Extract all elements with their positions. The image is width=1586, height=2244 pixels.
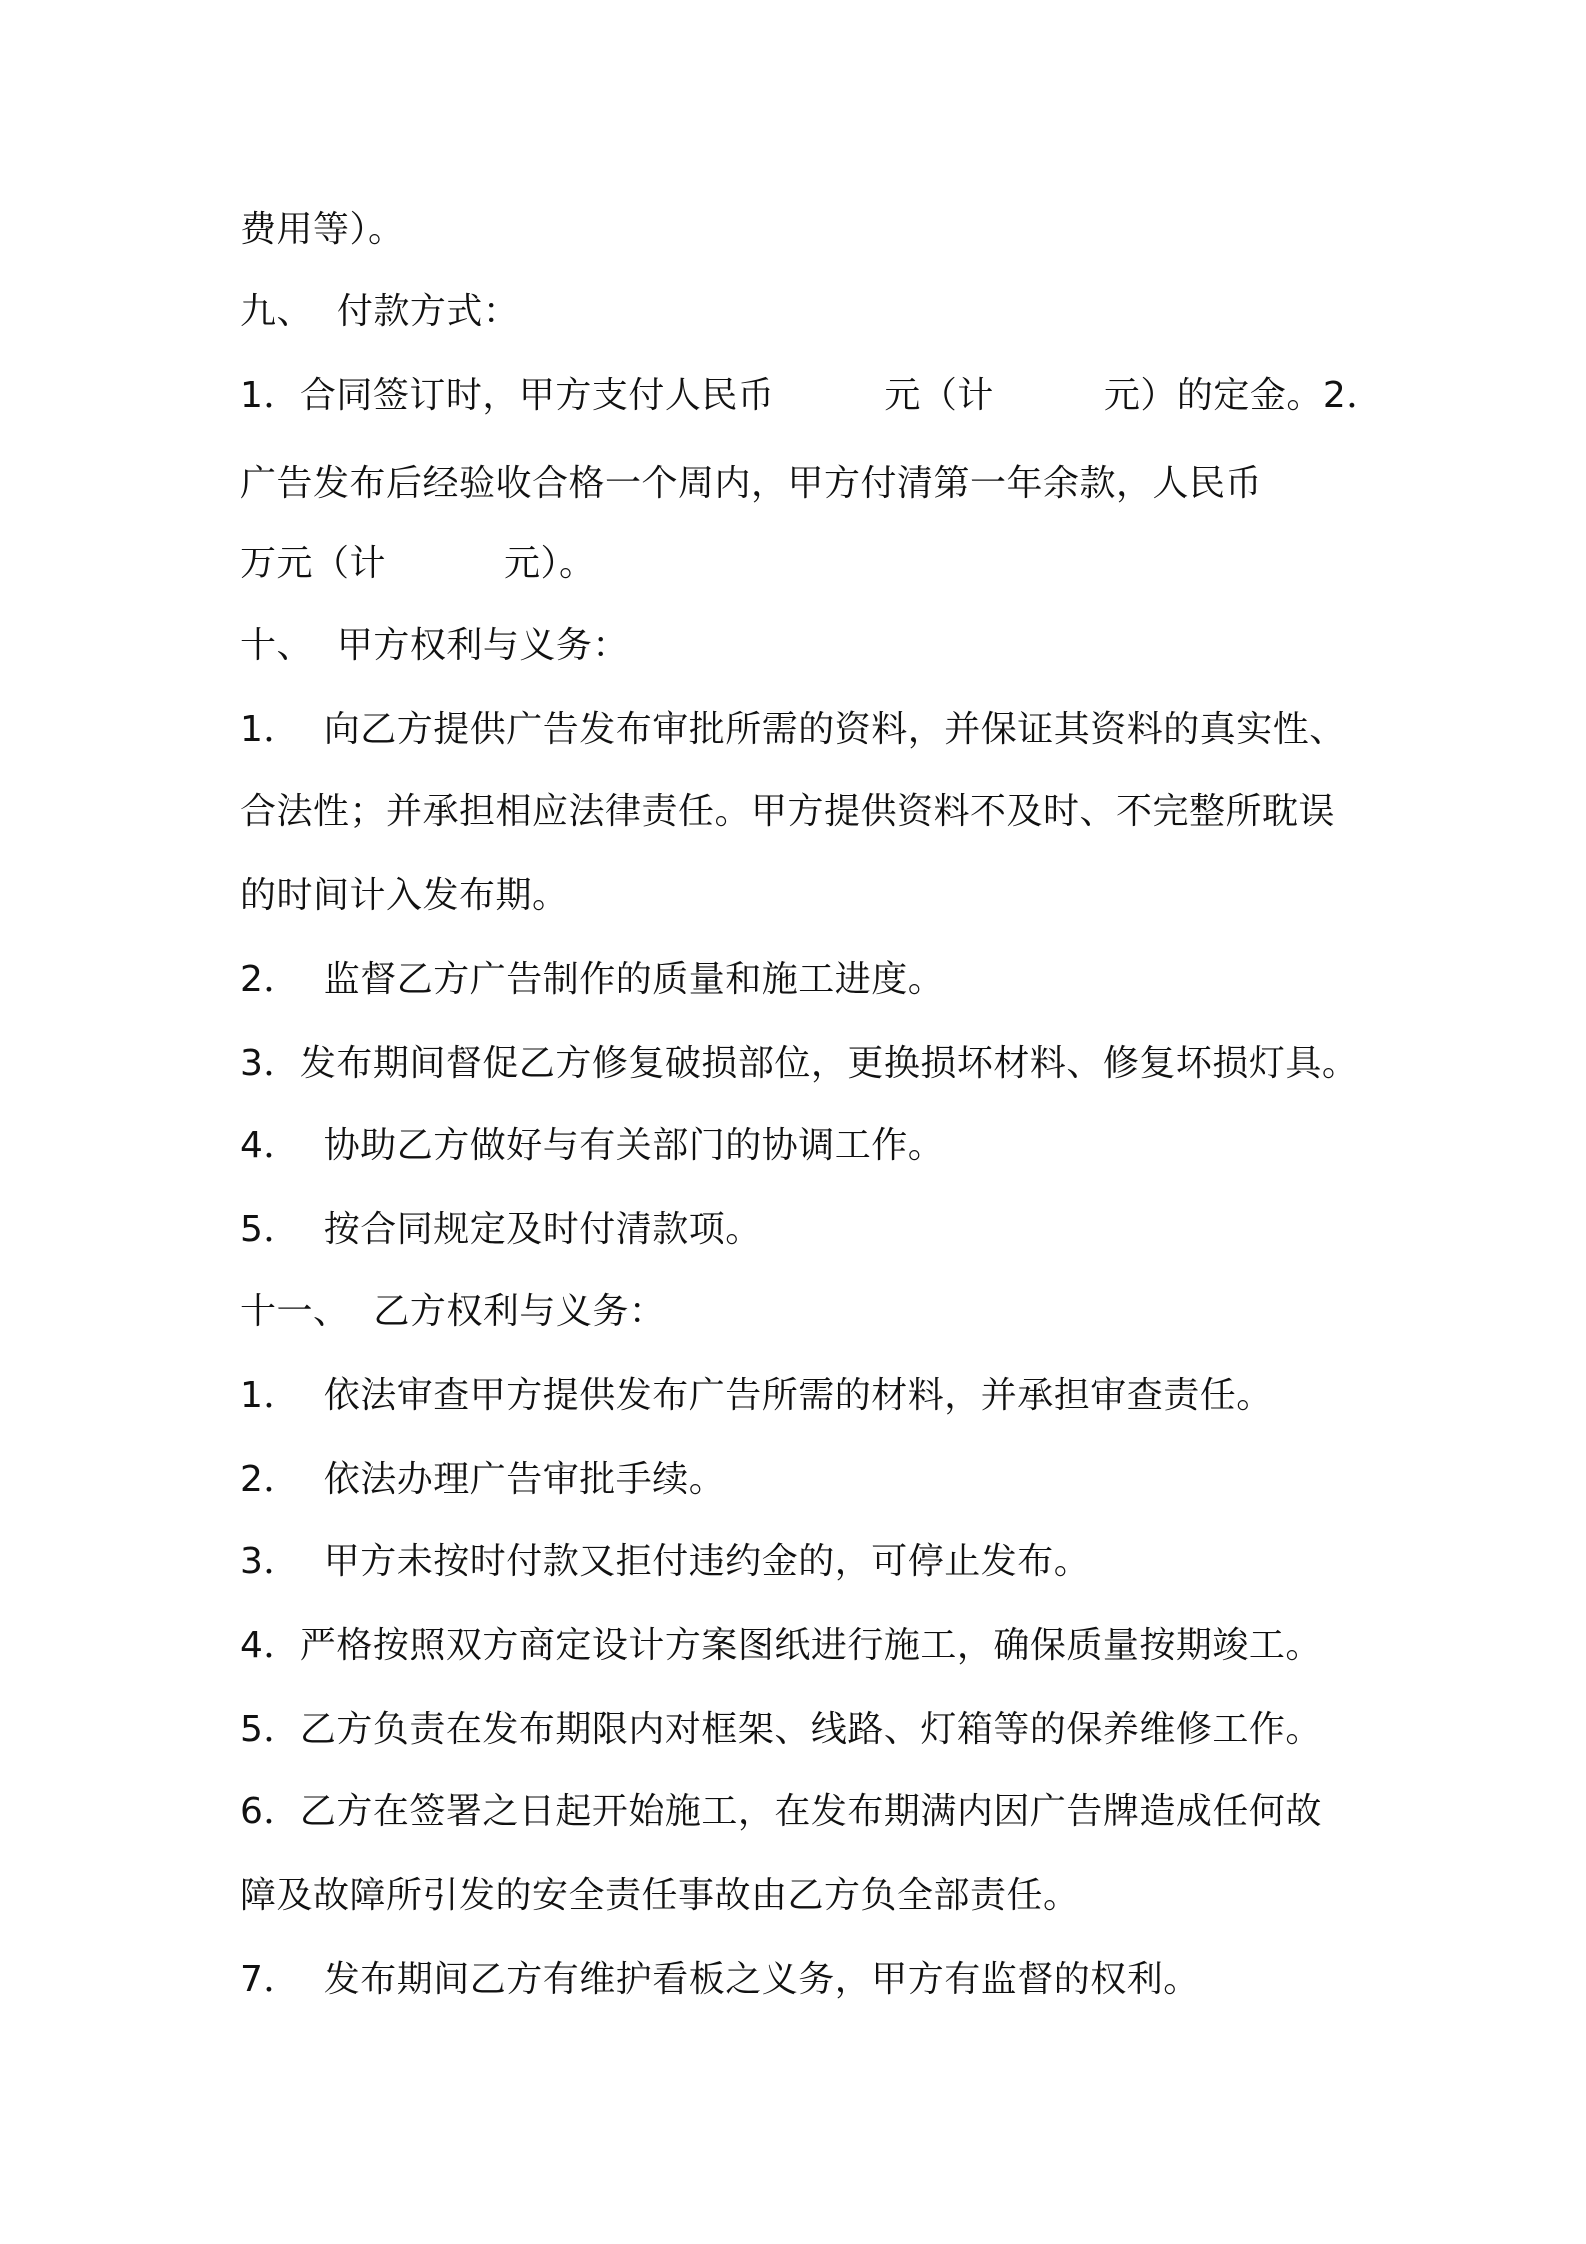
text-line: 6．乙方在签署之日起开始施工，在发布期满内因广告牌造成任何故: [240, 1791, 1322, 1832]
text-line: 4． 协助乙方做好与有关部门的协调工作。: [240, 1125, 945, 1166]
text-line: 合法性；并承担相应法律责任。甲方提供资料不及时、不完整所耽误: [240, 791, 1336, 832]
text-line: 障及故障所引发的安全责任事故由乙方负全部责任。: [240, 1875, 1080, 1916]
text-line: 1． 向乙方提供广告发布审批所需的资料，并保证其资料的真实性、: [240, 709, 1346, 750]
text-segment: 1．合同签订时，甲方支付人民币: [240, 375, 775, 416]
text-line: 2． 监督乙方广告制作的质量和施工进度。: [240, 959, 945, 1000]
text-segment: 元）的定金。2．: [1103, 375, 1383, 416]
text-line: 3． 甲方未按时付款又拒付违约金的，可停止发布。: [240, 1541, 1091, 1582]
text-line: 的时间计入发布期。: [240, 875, 569, 916]
text-line: [240, 374, 1383, 418]
section-heading: 九、 付款方式：: [240, 291, 520, 332]
text-segment: 万元（计: [240, 543, 387, 584]
text-line: 5．乙方负责在发布期限内对框架、线路、灯箱等的保养维修工作。: [240, 1709, 1322, 1750]
text-line: [240, 542, 596, 586]
text-line: 广告发布后经验收合格一个周内，甲方付清第一年余款，人民币: [240, 463, 1263, 504]
text-segment: 元（计: [884, 375, 994, 416]
text-line: 5． 按合同规定及时付清款项。: [240, 1209, 762, 1250]
text-line: 7． 发布期间乙方有维护看板之义务，甲方有监督的权利。: [240, 1959, 1200, 2000]
text-line: 1． 依法审查甲方提供发布广告所需的材料，并承担审查责任。: [240, 1375, 1273, 1416]
text-line: 2． 依法办理广告审批手续。: [240, 1459, 726, 1500]
text-line: 费用等）。: [240, 209, 405, 250]
section-heading: 十、 甲方权利与义务：: [240, 625, 629, 666]
text-segment: 元）。: [504, 543, 596, 584]
section-heading: 十一、 乙方权利与义务：: [240, 1291, 666, 1332]
text-line: 3．发布期间督促乙方修复破损部位，更换损坏材料、修复坏损灯具。: [240, 1043, 1359, 1084]
text-line: 4．严格按照双方商定设计方案图纸进行施工，确保质量按期竣工。: [240, 1625, 1322, 1666]
